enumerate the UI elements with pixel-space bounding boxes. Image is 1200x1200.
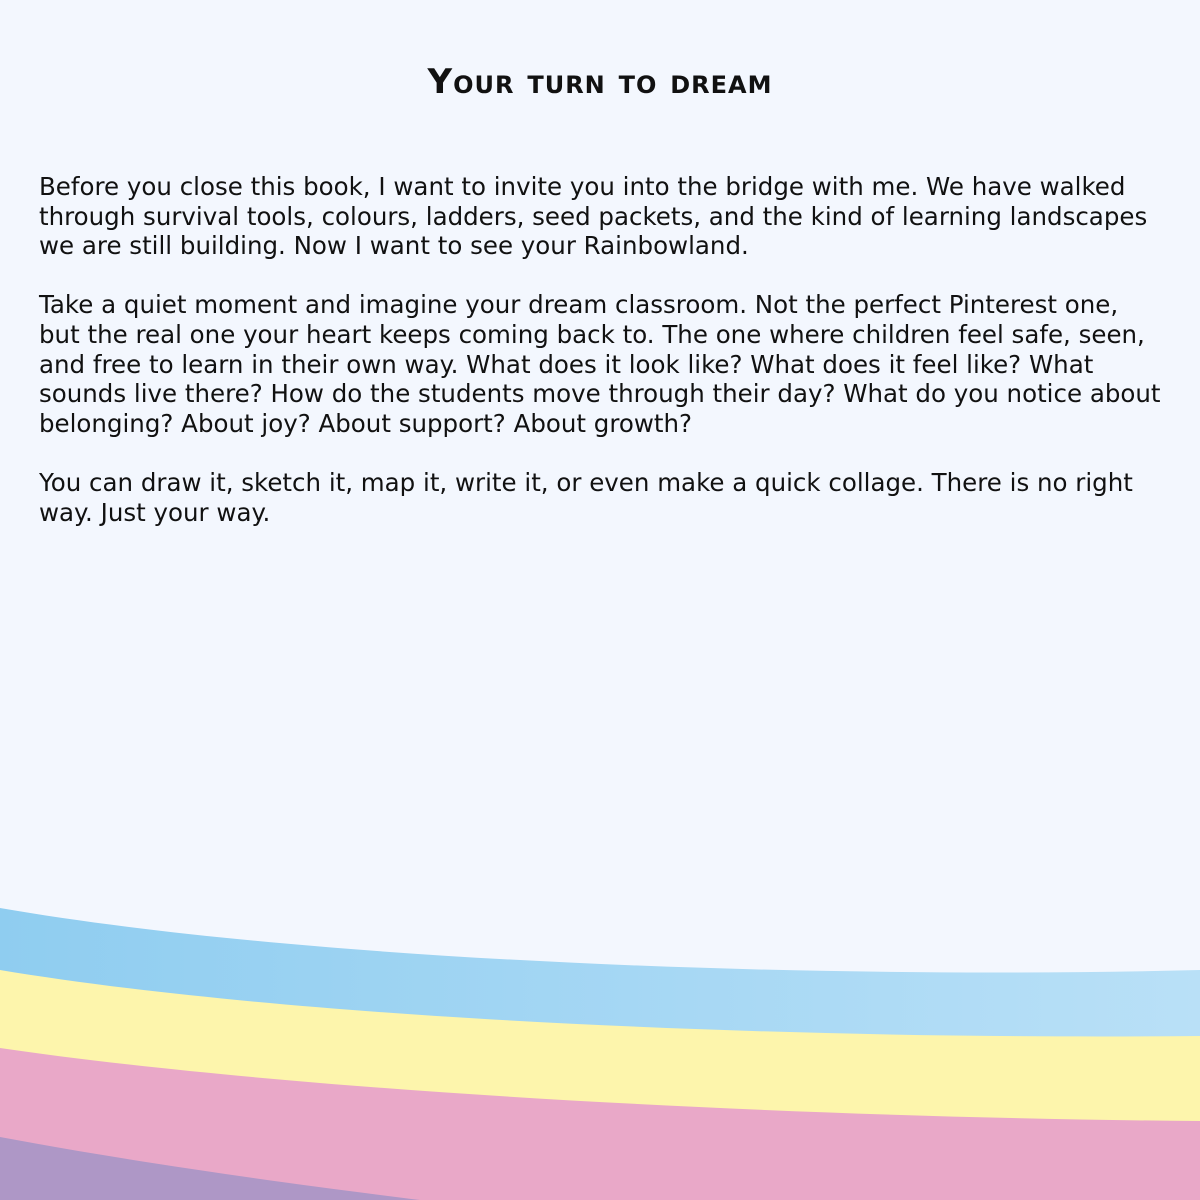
body-text <box>39 172 1164 557</box>
page-title: Your turn to dream <box>427 62 773 102</box>
paragraph-imagine: Take a quiet moment and imagine your dream classroom. Not the perfect Pinterest one, but the real one your heart keeps coming back to. The one where children feel safe, seen, and free to learn in their own way. What does it look like? What does it feel like? What sounds live there? How do the students move through their day? What do you notice about belonging? About joy? About support? About growth? <box>39 290 1161 438</box>
paragraph-instructions: You can draw it, sketch it, map it, write it, or even make a quick collage. There is no right way. Just your way. <box>39 467 1133 527</box>
paragraph-intro: Before you close this book, I want to invite you into the bridge with me. We have walked through survival tools, colours, ladders, seed packets, and the kind of learning landscapes we are still building. Now I want to see your Rainbowland. <box>39 172 1148 261</box>
rainbow-band-blue <box>0 908 1200 1200</box>
rainbow-band-purple <box>0 1137 420 1200</box>
rainbow-band-yellow <box>0 970 1200 1200</box>
rainbow-band-pink <box>0 1048 1200 1200</box>
